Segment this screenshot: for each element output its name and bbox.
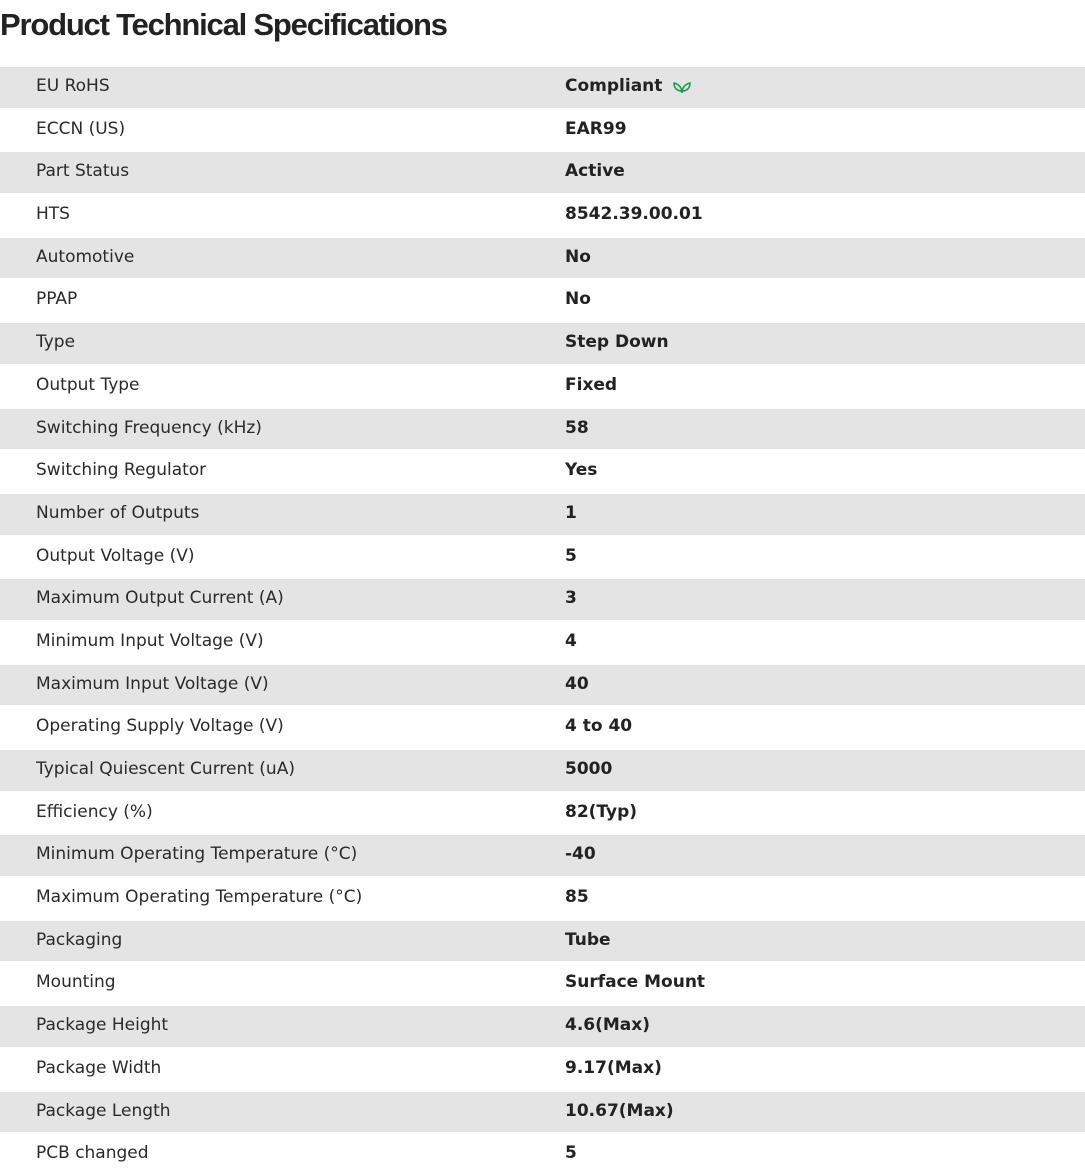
spec-value-text: 4 [565, 630, 577, 651]
spec-row [0, 536, 1085, 579]
spec-table [0, 66, 1085, 1176]
spec-label: Package Height [36, 1015, 169, 1036]
spec-value [565, 750, 612, 790]
spec-value-text: EAR99 [565, 118, 627, 139]
spec-value [565, 665, 589, 705]
spec-value [565, 1134, 577, 1174]
spec-value [565, 494, 577, 534]
spec-value [565, 195, 703, 235]
spec-row [0, 365, 1085, 408]
spec-row [0, 109, 1085, 152]
spec-value [565, 707, 632, 747]
spec-value [565, 451, 597, 491]
spec-label: Package Width [36, 1057, 162, 1078]
spec-value-text: 10.67(Max) [565, 1100, 674, 1121]
spec-value-text: 85 [565, 887, 589, 908]
spec-value [565, 921, 611, 961]
spec-value [565, 1092, 674, 1132]
spec-row [0, 792, 1085, 835]
spec-label: Operating Supply Voltage (V) [36, 716, 284, 737]
spec-value [565, 409, 589, 449]
spec-value-text: 8542.39.00.01 [565, 204, 703, 225]
spec-label: Efficiency (%) [36, 801, 153, 822]
spec-row [0, 493, 1085, 536]
spec-label: Part Status [36, 161, 130, 182]
spec-label: Typical Quiescent Current (uA) [36, 759, 295, 779]
spec-value [565, 280, 591, 320]
spec-row [0, 664, 1085, 707]
spec-value-text: Tube [565, 929, 611, 950]
spec-value-text: 58 [565, 417, 589, 438]
spec-value-text: 5 [565, 545, 577, 566]
spec-row [0, 834, 1085, 877]
spec-label: Minimum Operating Temperature (°C) [36, 844, 358, 865]
spec-value [565, 366, 617, 406]
spec-label: PPAP [36, 289, 78, 310]
spec-row [0, 322, 1085, 365]
spec-value-text: 40 [565, 673, 589, 694]
spec-label: Maximum Output Current (A) [36, 588, 284, 609]
spec-row [0, 1048, 1085, 1091]
spec-row [0, 877, 1085, 920]
spec-value-text: Yes [565, 460, 598, 481]
spec-label: PCB changed [36, 1143, 149, 1164]
spec-label: Switching Regulator [36, 460, 207, 481]
spec-row [0, 279, 1085, 322]
spec-label: HTS [36, 204, 70, 225]
spec-value [565, 622, 577, 662]
spec-value [565, 1006, 650, 1046]
spec-value-text: Surface Mount [565, 972, 706, 993]
spec-value [565, 835, 596, 875]
spec-label: Automotive [36, 246, 135, 267]
spec-value [565, 152, 625, 192]
spec-label: EU RoHS [36, 76, 110, 96]
spec-value-text: -40 [565, 844, 596, 865]
page-title: Product Technical Specifications [0, 7, 447, 42]
spec-value-text: 4.6(Max) [565, 1015, 651, 1036]
spec-value [565, 537, 577, 577]
leaf-icon [672, 79, 692, 95]
spec-row [0, 1005, 1085, 1048]
spec-row [0, 920, 1085, 963]
spec-value-text: 5000 [565, 759, 613, 779]
spec-row [0, 237, 1085, 280]
spec-label: Packaging [36, 929, 123, 950]
spec-value-text: Fixed [565, 374, 618, 395]
spec-label: Maximum Operating Temperature (°C) [36, 887, 363, 908]
spec-row [0, 962, 1085, 1005]
spec-row [0, 450, 1085, 493]
spec-value-text: Compliant [565, 76, 663, 96]
spec-value-text: 3 [565, 588, 577, 609]
spec-label: Maximum Input Voltage (V) [36, 673, 269, 694]
spec-value-text: 82(Typ) [565, 801, 638, 822]
spec-value [565, 67, 692, 107]
spec-row [0, 578, 1085, 621]
spec-label: Output Voltage (V) [36, 545, 195, 566]
spec-label: ECCN (US) [36, 118, 126, 139]
spec-row [0, 621, 1085, 664]
spec-value [565, 793, 637, 833]
spec-label: Type [36, 332, 76, 353]
spec-row [0, 194, 1085, 237]
spec-value-text: 1 [565, 502, 577, 523]
spec-value [565, 1049, 662, 1089]
spec-value-text: No [565, 246, 591, 267]
spec-value [565, 579, 577, 619]
spec-row [0, 151, 1085, 194]
spec-row [0, 749, 1085, 792]
spec-label: Output Type [36, 374, 140, 395]
spec-label: Mounting [36, 972, 116, 993]
spec-row [0, 706, 1085, 749]
spec-value-text: 5 [565, 1143, 577, 1164]
spec-label: Switching Frequency (kHz) [36, 417, 262, 438]
spec-label: Number of Outputs [36, 502, 200, 523]
spec-label: Package Length [36, 1100, 171, 1121]
spec-value-text: Active [565, 161, 625, 182]
spec-value-text: 9.17(Max) [565, 1057, 662, 1078]
spec-row [0, 1091, 1085, 1134]
spec-value-text: Step Down [565, 332, 669, 353]
spec-row [0, 1133, 1085, 1176]
spec-value [565, 323, 669, 363]
spec-value [565, 963, 705, 1003]
spec-value [565, 110, 627, 150]
spec-row [0, 66, 1085, 109]
spec-value-text: 4 to 40 [565, 716, 633, 737]
spec-value [565, 878, 589, 918]
spec-row [0, 408, 1085, 451]
spec-value-text: No [565, 289, 591, 310]
spec-value [565, 238, 591, 278]
spec-label: Minimum Input Voltage (V) [36, 630, 264, 651]
